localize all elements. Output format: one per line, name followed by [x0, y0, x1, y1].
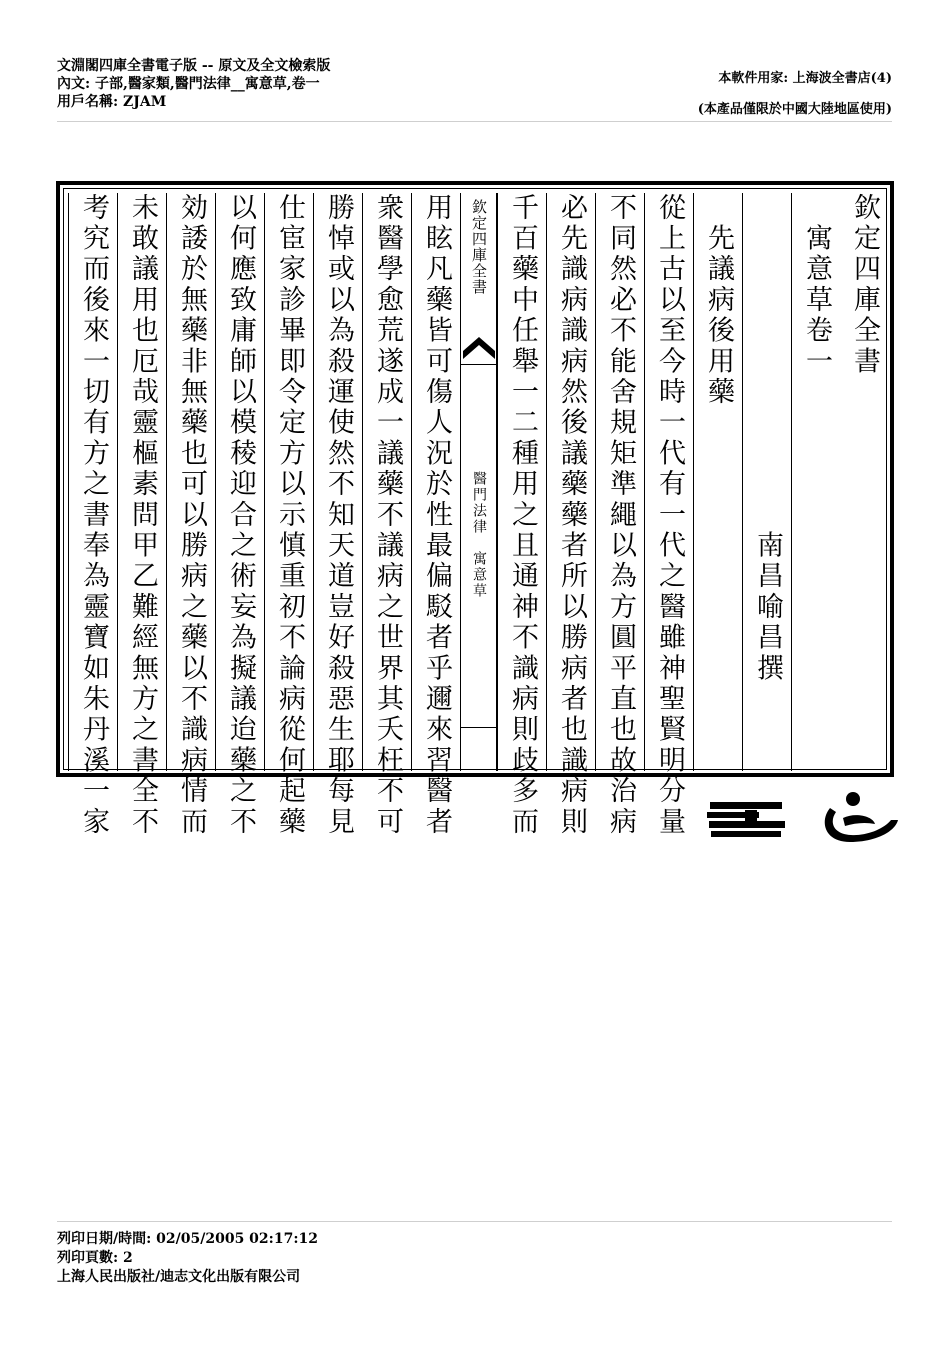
margin-section-title: 醫門法律 寓意草 — [471, 471, 487, 599]
text-column: 用眩凡藥皆可傷人況於性最偏駁者乎邇來習醫者 — [411, 193, 459, 771]
text-column: 以何應致庸師以模稜迎合之術妄為擬議迨藥之不 — [215, 193, 263, 771]
header-divider — [57, 121, 892, 122]
header-info — [57, 57, 330, 111]
margin-rule-top — [461, 364, 497, 365]
header-content-path: 內文: 子部,醫家類,醫門法律__寓意草,卷一 — [57, 76, 320, 92]
text-column: 勝悼或以為殺運使然不知天道豈好殺惡生耶每見 — [313, 193, 361, 771]
fish-tail-icon — [463, 333, 495, 359]
print-datetime: 列印日期/時間: 02/05/2005 02:17:12 — [57, 1231, 318, 1247]
page-margin-center — [460, 193, 497, 771]
text-column: 未敢議用也厄哉靈樞素問甲乙難經無方之書全不 — [117, 193, 165, 771]
text-column: 効諉於無藥非無藥也可以勝病之藥以不識病情而 — [166, 193, 214, 771]
publisher-logo-icon — [705, 790, 900, 850]
text-column: 南昌喻昌撰 — [742, 193, 790, 771]
header-licensee: 本軟件用家: 上海波全書店(4) — [718, 71, 892, 86]
margin-book-title: 欽定四庫全書 — [470, 199, 488, 295]
footer-info — [57, 1230, 318, 1287]
text-column: 先議病後用藥 — [693, 193, 741, 771]
margin-rule-bottom — [461, 727, 497, 728]
page-frame — [56, 181, 894, 838]
header-title: 文淵閣四庫全書電子版 -- 原文及全文檢索版 — [57, 58, 331, 74]
text-column: 不同然必不能舍規矩準繩以為方圓平直也故治病 — [595, 193, 643, 771]
header-license — [698, 63, 892, 125]
text-column: 寓意草卷一 — [791, 193, 839, 771]
text-column: 仕宦家診畢即令定方以示慎重初不論病從何起藥 — [264, 193, 312, 771]
footer-divider — [57, 1221, 892, 1222]
text-column: 從上古以至今時一代有一代之醫雖神聖賢明分量 — [644, 193, 692, 771]
print-page-count: 列印頁數: 2 — [57, 1250, 133, 1266]
text-column: 衆醫學愈荒遂成一議藥不議病之世界其夭枉不可 — [362, 193, 410, 771]
header-username: 用戶名稱: ZJAM — [57, 94, 167, 110]
text-column: 千百藥中任舉一二種用之且通神不識病則歧多而 — [497, 193, 545, 771]
header-region-note: (本產品僅限於中國大陸地區使用) — [697, 102, 892, 117]
text-column: 必先識病識病然後議藥藥者所以勝病者也識病則 — [546, 193, 594, 771]
publisher-names: 上海人民出版社/迪志文化出版有限公司 — [57, 1269, 301, 1285]
text-column: 考究而後來一切有方之書奉為靈寶如朱丹溪一家 — [68, 193, 116, 771]
text-column: 欽定四庫全書 — [849, 193, 880, 378]
